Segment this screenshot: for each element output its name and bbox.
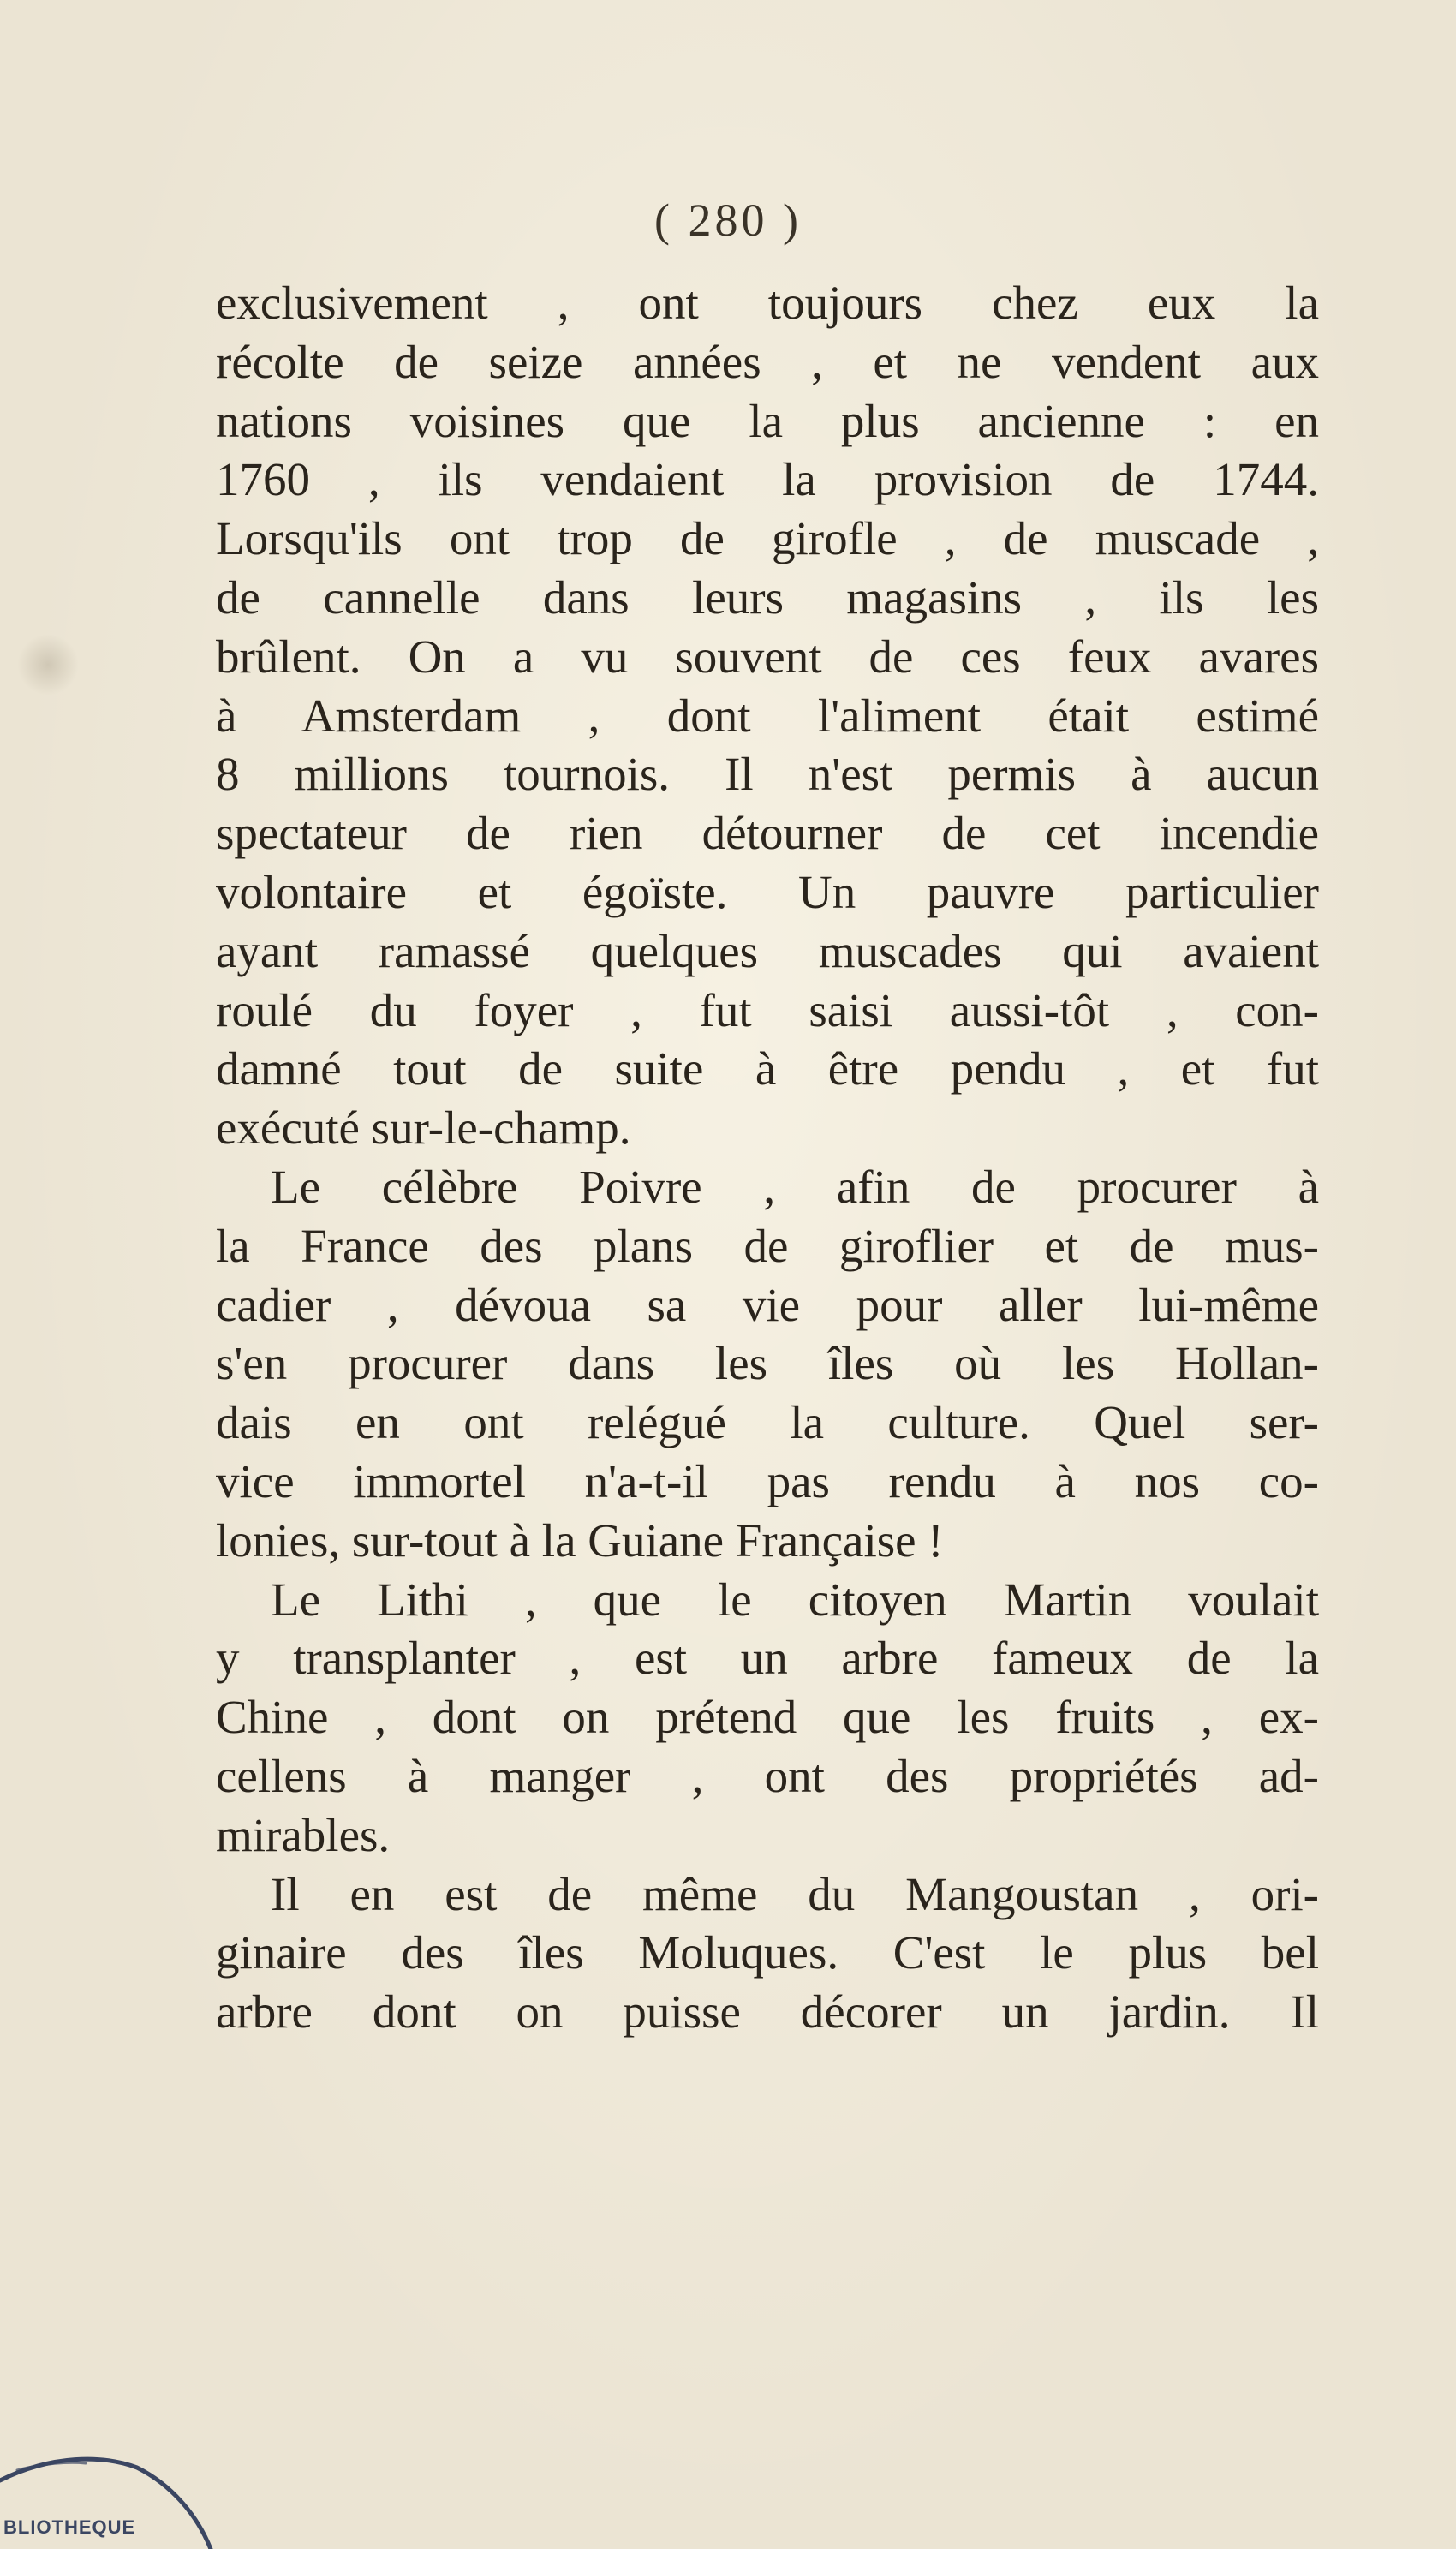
- text-line: vice immortel n'a-t-il pas rendu à nos co-: [216, 1454, 1319, 1507]
- text-line: damné tout de suite à être pendu , et fut: [216, 1042, 1319, 1095]
- text-line: de cannelle dans leurs magasins , ils les: [216, 570, 1319, 624]
- text-line: arbre dont on puisse décorer un jardin. Il: [216, 1985, 1319, 2039]
- text-line: Lorsqu'ils ont trop de girofle , de muscade ,: [216, 512, 1319, 565]
- paper-stain: [17, 634, 79, 695]
- text-line: Chine , dont on prétend que les fruits , ex-: [216, 1691, 1319, 1744]
- text-line: ginaire des îles Moluques. C'est le plus bel: [216, 1926, 1319, 1979]
- text-line: cellens à manger , ont des propriétés ad-: [216, 1749, 1319, 1802]
- text-line: nations voisines que la plus ancienne : en: [216, 394, 1319, 447]
- text-line: la France des plans de giroflier et de mus-: [216, 1219, 1319, 1272]
- text-line: dais en ont relégué la culture. Quel ser-: [216, 1396, 1319, 1449]
- text-line: spectateur de rien détourner de cet incendie: [216, 807, 1319, 860]
- library-stamp: [0, 2421, 223, 2549]
- text-line: Il en est de même du Mangoustan , ori-: [271, 1867, 1319, 1920]
- text-line: récolte de seize années , et ne vendent aux: [216, 335, 1319, 388]
- text-line: roulé du foyer , fut saisi aussi-tôt , con-: [216, 983, 1319, 1036]
- text-line: mirables.: [216, 1808, 391, 1861]
- text-line: lonies, sur-tout à la Guiane Française !: [216, 1513, 944, 1567]
- text-line: exclusivement , ont toujours chez eux la: [216, 277, 1319, 329]
- text-line: Le célèbre Poivre , afin de procurer à: [271, 1160, 1319, 1213]
- stamp-text: BLIOTHEQUE: [3, 2516, 136, 2538]
- text-line: 1760 , ils vendaient la provision de 1744.: [216, 453, 1319, 506]
- body-text: [216, 274, 1319, 2042]
- text-line: brûlent. On a vu souvent de ces feux avares: [216, 630, 1319, 683]
- text-line: ayant ramassé quelques muscades qui avaient: [216, 924, 1319, 977]
- text-line: cadier , dévoua sa vie pour aller lui-même: [216, 1278, 1319, 1331]
- text-line: exécuté sur-le-champ.: [216, 1101, 631, 1155]
- text-line: à Amsterdam , dont l'aliment était estimé: [216, 689, 1319, 742]
- text-line: y transplanter , est un arbre fameux de la: [216, 1632, 1319, 1685]
- page-number: ( 280 ): [654, 194, 802, 246]
- text-line: Le Lithi , que le citoyen Martin voulait: [271, 1573, 1319, 1626]
- text-line: volontaire et égoïste. Un pauvre particulier: [216, 865, 1319, 918]
- text-line: s'en procurer dans les îles où les Hollan-: [216, 1337, 1319, 1390]
- text-line: 8 millions tournois. Il n'est permis à aucun: [216, 748, 1319, 801]
